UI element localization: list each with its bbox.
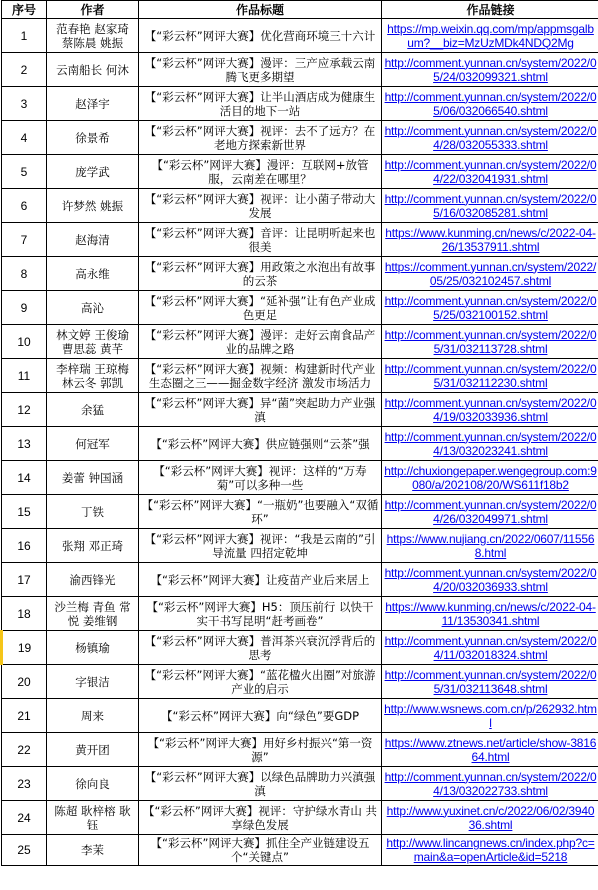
row-author: 杨镇瑜 xyxy=(47,631,139,665)
row-link[interactable]: http://comment.yunnan.cn/system/2022/04/26/032049971.shtml xyxy=(382,495,598,529)
header-title: 作品标题 xyxy=(139,1,382,19)
table-row xyxy=(2,665,598,699)
row-index: 17 xyxy=(2,563,47,597)
table-row xyxy=(2,189,598,223)
row-title: 【“彩云杯”网评大赛】以绿色品牌助力兴滇强滇 xyxy=(139,767,382,801)
row-index: 5 xyxy=(2,155,47,189)
table-row xyxy=(2,87,598,121)
row-link[interactable]: http://comment.yunnan.cn/system/2022/05/16/032085281.shtml xyxy=(382,189,598,223)
row-author: 张翔 邓正琦 xyxy=(47,529,139,563)
row-link[interactable]: http://comment.yunnan.cn/system/2022/04/11/032018324.shtml xyxy=(382,631,598,665)
row-link[interactable]: https://www.nujiang.cn/2022/0607/115568.html xyxy=(382,529,598,563)
row-index: 22 xyxy=(2,733,47,767)
row-link[interactable]: http://comment.yunnan.cn/system/2022/04/19/032033936.shtml xyxy=(382,393,598,427)
row-link[interactable]: https://mp.weixin.qq.com/mp/appmsgalbum?__biz=MzUzMDk4NDQ2Mg xyxy=(382,19,598,53)
row-author: 范春艳 赵家琦 蔡陈晨 姚振 xyxy=(47,19,139,53)
table-row xyxy=(2,291,598,325)
row-author: 赵海清 xyxy=(47,223,139,257)
row-title: 【“彩云杯”网评大赛】用好乡村振兴“第一资源” xyxy=(139,733,382,767)
row-link[interactable]: http://comment.yunnan.cn/system/2022/05/06/032066540.shtml xyxy=(382,87,598,121)
row-index: 6 xyxy=(2,189,47,223)
row-title: 【“彩云杯”网评大赛】抓住全产业链建设五个“关键点” xyxy=(139,835,382,866)
table-row xyxy=(2,631,598,665)
row-title: 【“彩云杯”网评大赛】音评：让昆明听起来也很美 xyxy=(139,223,382,257)
row-title: 【“彩云杯”网评大赛】“延补强”让有色产业成色更足 xyxy=(139,291,382,325)
row-link[interactable]: http://comment.yunnan.cn/system/2022/04/22/032041931.shtml xyxy=(382,155,598,189)
row-title: 【“彩云杯”网评大赛】视评：守护绿水青山 共享绿色发展 xyxy=(139,801,382,835)
table-row xyxy=(2,257,598,291)
row-title: 【“彩云杯”网评大赛】让半山酒店成为健康生活目的地下一站 xyxy=(139,87,382,121)
row-author: 渝西锋光 xyxy=(47,563,139,597)
row-title: 【“彩云杯”网评大赛】“一瓶奶”也要融入“双循环” xyxy=(139,495,382,529)
row-author: 徐景希 xyxy=(47,121,139,155)
row-index: 8 xyxy=(2,257,47,291)
row-title: 【“彩云杯”网评大赛】视频：构建新时代产业生态圈之三——掘金数字经济 激发市场活力 xyxy=(139,359,382,393)
table-row xyxy=(2,801,598,835)
table-row xyxy=(2,461,598,495)
row-title: 【“彩云杯”网评大赛】向“绿色”要GDP xyxy=(139,699,382,733)
row-index: 16 xyxy=(2,529,47,563)
row-author: 黄开团 xyxy=(47,733,139,767)
table-row xyxy=(2,121,598,155)
table-row xyxy=(2,393,598,427)
row-title: 【“彩云杯”网评大赛】用政策之水泡出有故事的云茶 xyxy=(139,257,382,291)
row-author: 赵泽宇 xyxy=(47,87,139,121)
row-link[interactable]: http://comment.yunnan.cn/system/2022/04/20/032036933.shtml xyxy=(382,563,598,597)
row-title: 【“彩云杯”网评大赛】漫评：走好云南食品产业的品牌之路 xyxy=(139,325,382,359)
row-author: 李茉 xyxy=(47,835,139,866)
row-title: 【“彩云杯”网评大赛】普洱茶兴衰沉浮背后的思考 xyxy=(139,631,382,665)
table-row xyxy=(2,359,598,393)
row-link[interactable]: http://www.wsnews.com.cn/p/262932.html xyxy=(382,699,598,733)
row-link[interactable]: http://comment.yunnan.cn/system/2022/04/13/032023241.shtml xyxy=(382,427,598,461)
header-index: 序号 xyxy=(2,1,47,19)
row-index: 15 xyxy=(2,495,47,529)
row-title: 【“彩云杯”网评大赛】供应链强则“云茶”强 xyxy=(139,427,382,461)
row-author: 余猛 xyxy=(47,393,139,427)
row-author: 徐向良 xyxy=(47,767,139,801)
row-title: 【“彩云杯”网评大赛】漫评：互联网+放管服，云南差在哪里？ xyxy=(139,155,382,189)
table-row xyxy=(2,223,598,257)
row-index: 25 xyxy=(2,835,47,866)
row-author: 字银洁 xyxy=(47,665,139,699)
row-title: 【“彩云杯”网评大赛】视评：“我是云南的”引导流量 四招定乾坤 xyxy=(139,529,382,563)
table-row xyxy=(2,835,598,866)
table-row xyxy=(2,699,598,733)
row-link[interactable]: https://comment.yunnan.cn/system/2022/05/25/032102457.shtml xyxy=(382,257,598,291)
row-link[interactable]: https://www.kunming.cn/news/c/2022-04-11/13530341.shtml xyxy=(382,597,598,631)
row-index: 12 xyxy=(2,393,47,427)
row-link[interactable]: http://www.yuxinet.cn/c/2022/06/02/394036.shtml xyxy=(382,801,598,835)
row-author: 云南船长 何沐 xyxy=(47,53,139,87)
row-index: 24 xyxy=(2,801,47,835)
table-row xyxy=(2,529,598,563)
row-author: 周来 xyxy=(47,699,139,733)
header-author: 作者 xyxy=(47,1,139,19)
table-row xyxy=(2,563,598,597)
table-row xyxy=(2,427,598,461)
row-title: 【“彩云杯”网评大赛】H5：顶压前行 以快干实干书写昆明“赶考画卷” xyxy=(139,597,382,631)
row-title: 【“彩云杯”网评大赛】异“菌”突起助力产业强滇 xyxy=(139,393,382,427)
row-title: 【“彩云杯”网评大赛】“蓝花楹火出圈”对旅游产业的启示 xyxy=(139,665,382,699)
row-index: 3 xyxy=(2,87,47,121)
row-author: 林文婷 王俊瑜 曹思蕊 黄芊 xyxy=(47,325,139,359)
row-title: 【“彩云杯”网评大赛】优化营商环境三十六计 xyxy=(139,19,382,53)
row-link[interactable]: http://comment.yunnan.cn/system/2022/05/24/032099321.shtml xyxy=(382,53,598,87)
row-link[interactable]: https://www.kunming.cn/news/c/2022-04-26/13537911.shtml xyxy=(382,223,598,257)
row-title: 【“彩云杯”网评大赛】视评：让小菌子带动大发展 xyxy=(139,189,382,223)
row-index: 14 xyxy=(2,461,47,495)
row-link[interactable]: http://comment.yunnan.cn/system/2022/04/13/032022733.shtml xyxy=(382,767,598,801)
header-row xyxy=(2,1,598,19)
table-row xyxy=(2,19,598,53)
row-index: 13 xyxy=(2,427,47,461)
row-link[interactable]: http://www.lincangnews.cn/index.php?c=main&a=openArticle&id=5218 xyxy=(382,835,598,866)
table-row xyxy=(2,53,598,87)
row-link[interactable]: http://comment.yunnan.cn/system/2022/04/28/032055333.shtml xyxy=(382,121,598,155)
row-link[interactable]: http://comment.yunnan.cn/system/2022/05/31/032113728.shtml xyxy=(382,325,598,359)
row-title: 【“彩云杯”网评大赛】视评：去不了远方？在老地方探索新世界 xyxy=(139,121,382,155)
row-link[interactable]: http://comment.yunnan.cn/system/2022/05/31/032113648.shtml xyxy=(382,665,598,699)
row-author: 何冠军 xyxy=(47,427,139,461)
row-title: 【“彩云杯”网评大赛】视评：这样的“万寿菊”可以多种一些 xyxy=(139,461,382,495)
row-index: 23 xyxy=(2,767,47,801)
row-index: 20 xyxy=(2,665,47,699)
row-link[interactable]: https://www.ztnews.net/article/show-381664.html xyxy=(382,733,598,767)
row-author: 李梓瑞 王琼梅 林云冬 郭凯 xyxy=(47,359,139,393)
row-author: 丁铁 xyxy=(47,495,139,529)
row-index: 1 xyxy=(2,19,47,53)
table-row xyxy=(2,495,598,529)
row-link[interactable]: http://comment.yunnan.cn/system/2022/05/25/032100152.shtml xyxy=(382,291,598,325)
row-index: 19 xyxy=(2,631,47,665)
row-title: 【“彩云杯”网评大赛】让疫苗产业后来居上 xyxy=(139,563,382,597)
row-index: 11 xyxy=(2,359,47,393)
row-link[interactable]: http://chuxiongepaper.wengegroup.com:9080/a/202108/20/WS611f18b2 xyxy=(382,461,598,495)
row-index: 9 xyxy=(2,291,47,325)
row-author: 庞学武 xyxy=(47,155,139,189)
table-row xyxy=(2,733,598,767)
row-author: 高沁 xyxy=(47,291,139,325)
row-author: 许梦然 姚振 xyxy=(47,189,139,223)
row-author: 姜蕾 钟国涵 xyxy=(47,461,139,495)
header-link: 作品链接 xyxy=(382,1,598,19)
table-row xyxy=(2,155,598,189)
table-row xyxy=(2,597,598,631)
row-index: 2 xyxy=(2,53,47,87)
table-row xyxy=(2,767,598,801)
row-title: 【“彩云杯”网评大赛】漫评：三产应承载云南腾飞更多期望 xyxy=(139,53,382,87)
row-index: 7 xyxy=(2,223,47,257)
row-link[interactable]: http://comment.yunnan.cn/system/2022/05/31/032112230.shtml xyxy=(382,359,598,393)
row-author: 沙兰梅 青鱼 常悦 姜维钢 xyxy=(47,597,139,631)
row-index: 4 xyxy=(2,121,47,155)
row-author: 陈超 耿梓榕 耿钰 xyxy=(47,801,139,835)
table-row xyxy=(2,325,598,359)
row-index: 18 xyxy=(2,597,47,631)
row-author: 高永维 xyxy=(47,257,139,291)
row-index: 10 xyxy=(2,325,47,359)
row-index: 21 xyxy=(2,699,47,733)
